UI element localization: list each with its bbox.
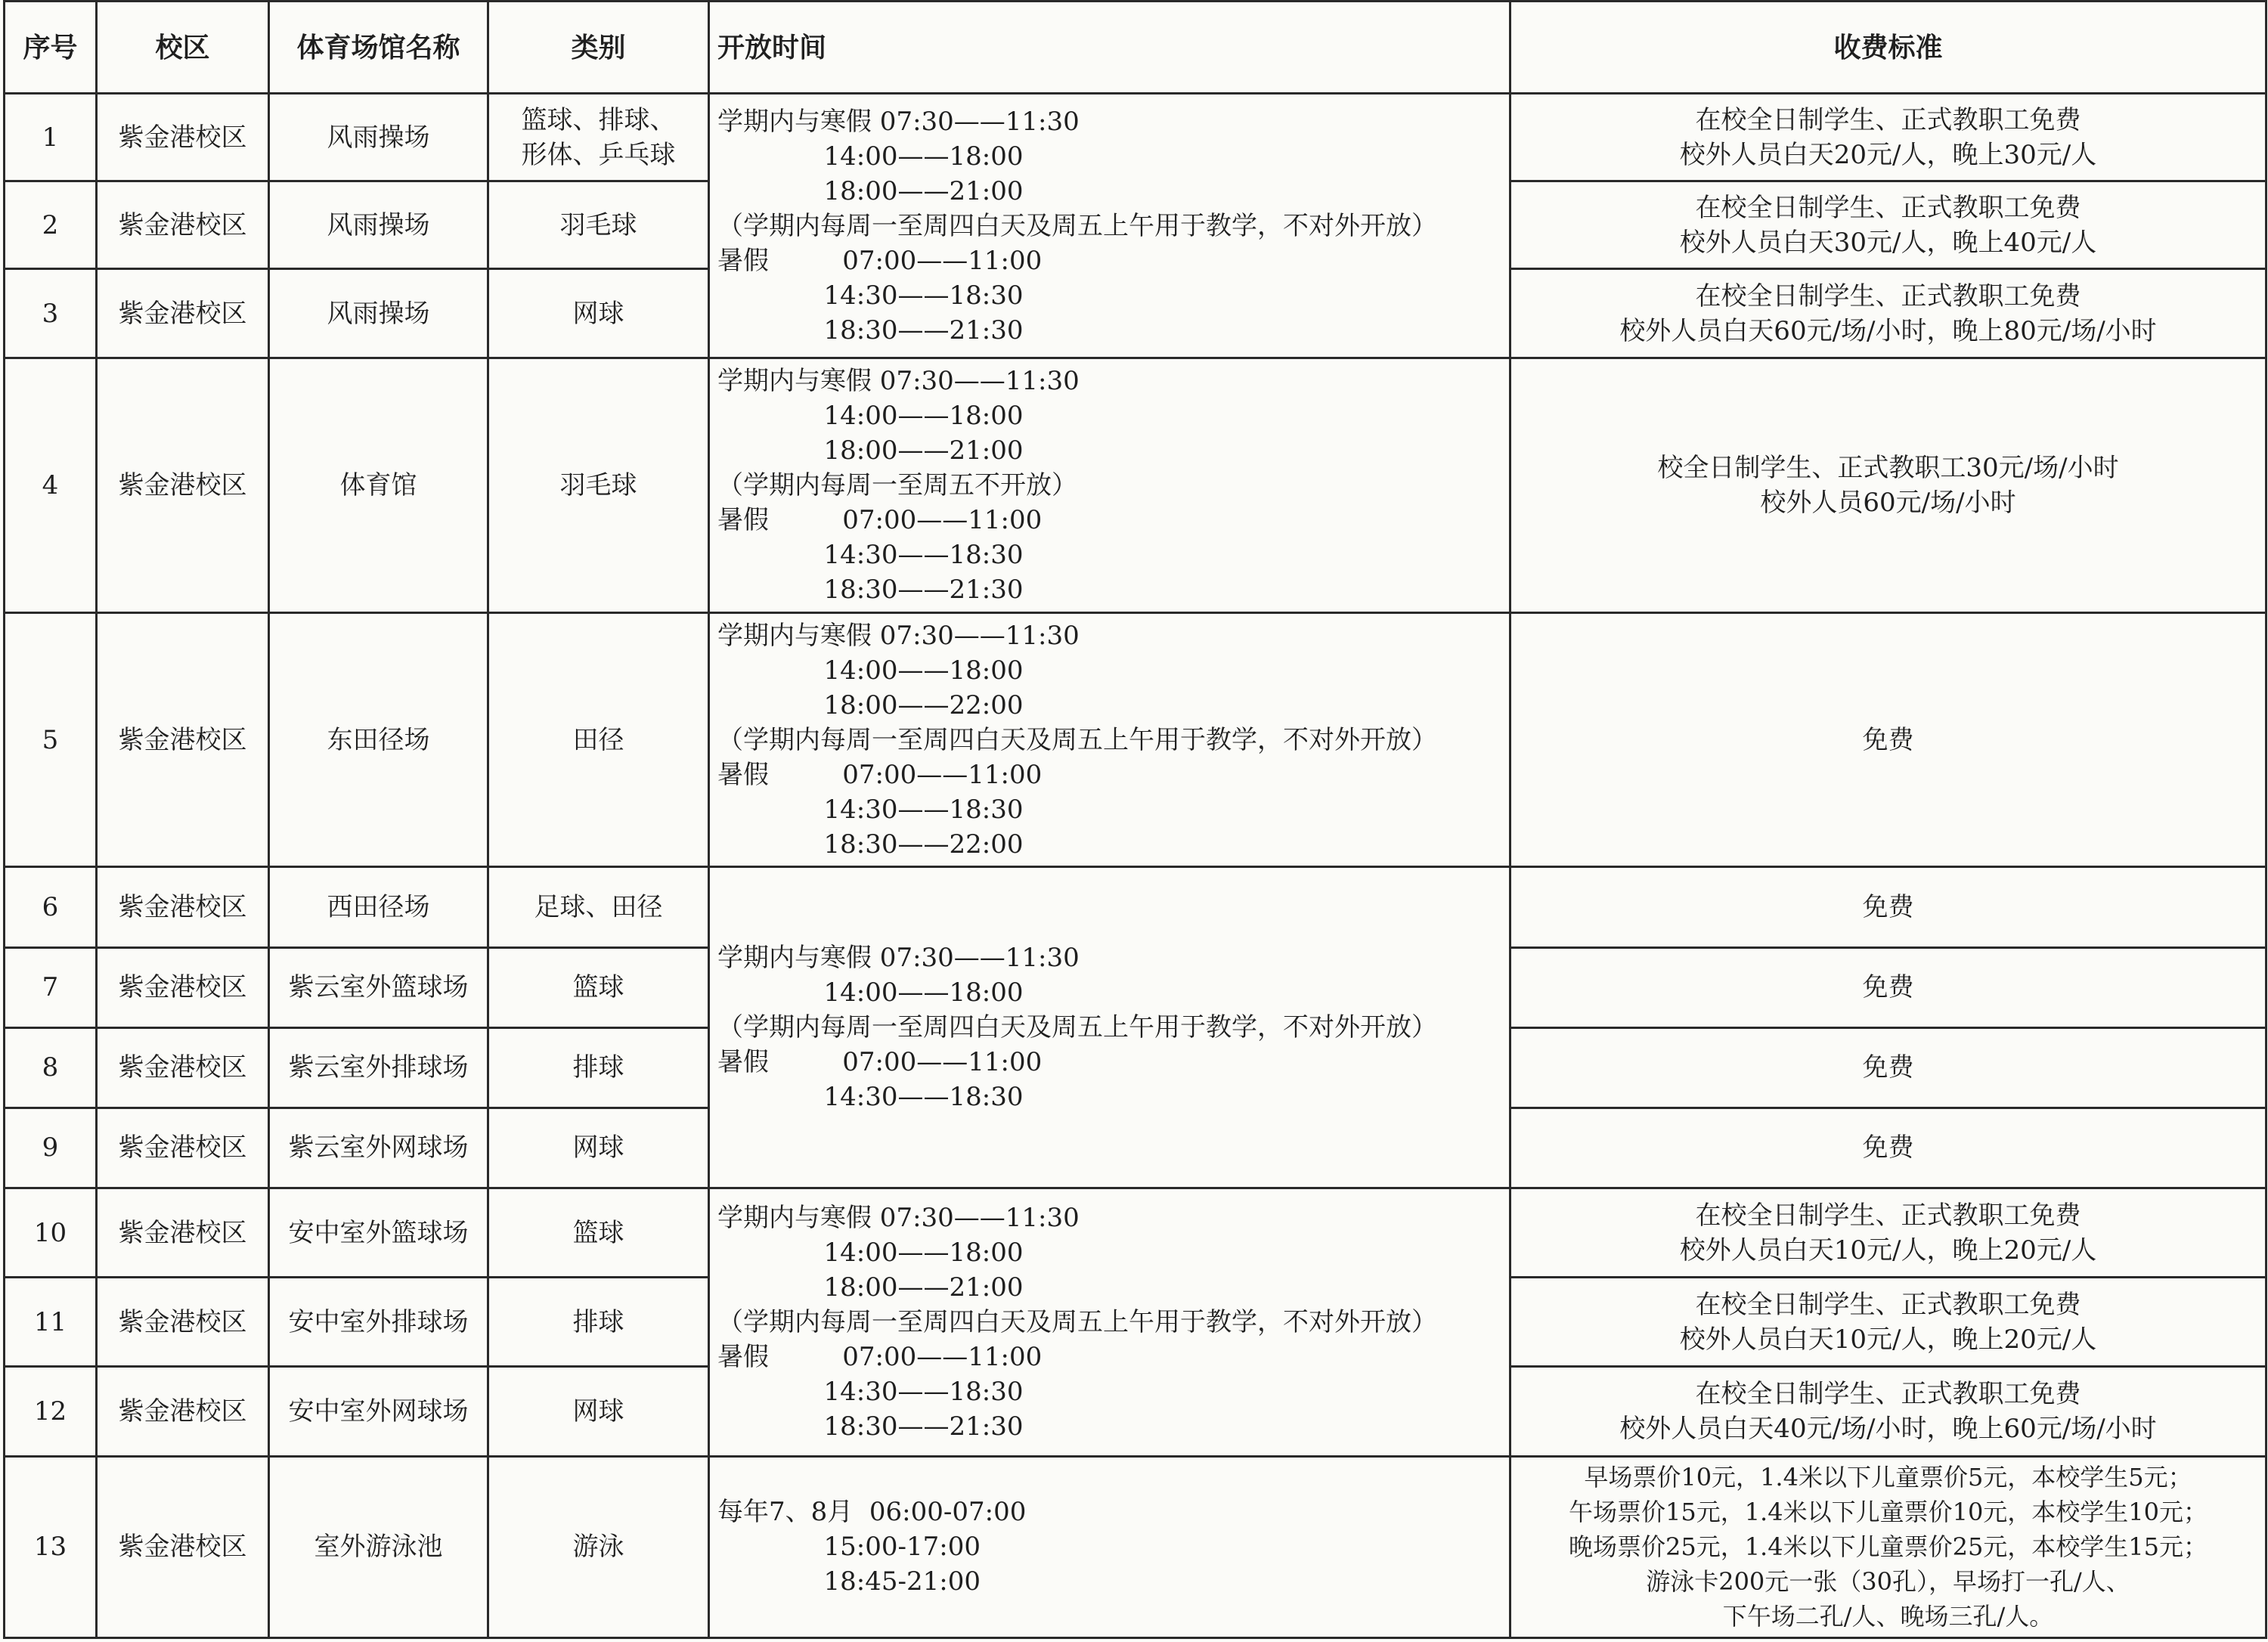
- hours-cell: 学期内与寒假 07:30——11:30 14:00——18:00 18:00——21:00 （学期内每周一至周四白天及周五上午用于教学，不对外开放） 暑假 07:00——11:00 14:30——18:30 18:30——21:30: [709, 94, 1510, 358]
- table-row: [5, 612, 2266, 866]
- row-campus: 紫金港校区: [97, 94, 269, 181]
- row-no: 13: [5, 1456, 97, 1637]
- row-campus: 紫金港校区: [97, 358, 269, 612]
- row-campus: 紫金港校区: [97, 1456, 269, 1637]
- row-category: 排球: [488, 1278, 709, 1367]
- row-category: 田径: [488, 612, 709, 866]
- header-category: 类别: [488, 2, 709, 94]
- row-no: 7: [5, 947, 97, 1027]
- row-category: 网球: [488, 269, 709, 358]
- row-venue: 紫云室外网球场: [269, 1108, 488, 1188]
- row-category: 网球: [488, 1108, 709, 1188]
- row-no: 4: [5, 358, 97, 612]
- header-campus: 校区: [97, 2, 269, 94]
- row-campus: 紫金港校区: [97, 867, 269, 947]
- row-venue: 风雨操场: [269, 94, 488, 181]
- row-campus: 紫金港校区: [97, 1278, 269, 1367]
- header-venue: 体育场馆名称: [269, 2, 488, 94]
- row-fee: 免费: [1510, 612, 2266, 866]
- row-fee: 在校全日制学生、正式教职工免费 校外人员白天40元/场/小时，晚上60元/场/小时: [1510, 1367, 2266, 1456]
- row-no: 5: [5, 612, 97, 866]
- row-fee: 校全日制学生、正式教职工30元/场/小时 校外人员60元/场/小时: [1510, 358, 2266, 612]
- row-venue: 体育馆: [269, 358, 488, 612]
- row-fee: 在校全日制学生、正式教职工免费 校外人员白天10元/人，晚上20元/人: [1510, 1188, 2266, 1278]
- row-fee: 免费: [1510, 1027, 2266, 1108]
- row-venue: 西田径场: [269, 867, 488, 947]
- row-no: 1: [5, 94, 97, 181]
- row-venue: 紫云室外排球场: [269, 1027, 488, 1108]
- venue-schedule-table: [3, 0, 2267, 1639]
- row-category: 足球、田径: [488, 867, 709, 947]
- row-campus: 紫金港校区: [97, 612, 269, 866]
- row-venue: 室外游泳池: [269, 1456, 488, 1637]
- row-campus: 紫金港校区: [97, 269, 269, 358]
- row-category: 游泳: [488, 1456, 709, 1637]
- row-no: 2: [5, 181, 97, 269]
- row-category: 网球: [488, 1367, 709, 1456]
- table-row: [5, 1188, 2266, 1278]
- row-campus: 紫金港校区: [97, 1367, 269, 1456]
- hours-cell: 每年7、8月 06:00-07:00 15:00-17:00 18:45-21:00: [709, 1456, 1510, 1637]
- row-venue: 安中室外网球场: [269, 1367, 488, 1456]
- row-venue: 安中室外篮球场: [269, 1188, 488, 1278]
- row-fee: 在校全日制学生、正式教职工免费 校外人员白天20元/人，晚上30元/人: [1510, 94, 2266, 181]
- row-no: 6: [5, 867, 97, 947]
- row-venue: 风雨操场: [269, 181, 488, 269]
- row-fee: 免费: [1510, 867, 2266, 947]
- row-category: 篮球: [488, 947, 709, 1027]
- row-no: 9: [5, 1108, 97, 1188]
- hours-cell: 学期内与寒假 07:30——11:30 14:00——18:00 （学期内每周一至周四白天及周五上午用于教学，不对外开放） 暑假 07:00——11:00 14:30——18:30: [709, 867, 1510, 1188]
- row-no: 3: [5, 269, 97, 358]
- table-row: [5, 358, 2266, 612]
- header-hours: 开放时间: [709, 2, 1510, 94]
- hours-cell: 学期内与寒假 07:30——11:30 14:00——18:00 18:00——21:00 （学期内每周一至周五不开放） 暑假 07:00——11:00 14:30——18:30 18:30——21:30: [709, 358, 1510, 612]
- row-venue: 风雨操场: [269, 269, 488, 358]
- table-row: [5, 94, 2266, 181]
- row-campus: 紫金港校区: [97, 1108, 269, 1188]
- row-campus: 紫金港校区: [97, 181, 269, 269]
- table-header-row: [5, 2, 2266, 94]
- row-no: 12: [5, 1367, 97, 1456]
- header-no: 序号: [5, 2, 97, 94]
- hours-cell: 学期内与寒假 07:30——11:30 14:00——18:00 18:00——22:00 （学期内每周一至周四白天及周五上午用于教学，不对外开放） 暑假 07:00——11:00 14:30——18:30 18:30——22:00: [709, 612, 1510, 866]
- row-fee: 在校全日制学生、正式教职工免费 校外人员白天10元/人，晚上20元/人: [1510, 1278, 2266, 1367]
- table-row: [5, 1456, 2266, 1637]
- row-category: 篮球: [488, 1188, 709, 1278]
- row-category: 篮球、排球、 形体、乒乓球: [488, 94, 709, 181]
- header-fee: 收费标准: [1510, 2, 2266, 94]
- row-no: 11: [5, 1278, 97, 1367]
- row-fee: 在校全日制学生、正式教职工免费 校外人员白天60元/场/小时，晚上80元/场/小时: [1510, 269, 2266, 358]
- row-venue: 紫云室外篮球场: [269, 947, 488, 1027]
- row-fee: 早场票价10元，1.4米以下儿童票价5元，本校学生5元； 午场票价15元，1.4米以下儿童票价10元，本校学生10元； 晚场票价25元，1.4米以下儿童票价25元，本校学生15元； 游泳卡200元一张（30孔），早场打一孔/人、 下午场二孔/人、晚场三孔/人。: [1510, 1456, 2266, 1637]
- row-venue: 东田径场: [269, 612, 488, 866]
- row-fee: 在校全日制学生、正式教职工免费 校外人员白天30元/人，晚上40元/人: [1510, 181, 2266, 269]
- row-fee: 免费: [1510, 947, 2266, 1027]
- row-no: 10: [5, 1188, 97, 1278]
- row-campus: 紫金港校区: [97, 1027, 269, 1108]
- row-category: 羽毛球: [488, 358, 709, 612]
- hours-cell: 学期内与寒假 07:30——11:30 14:00——18:00 18:00——21:00 （学期内每周一至周四白天及周五上午用于教学，不对外开放） 暑假 07:00——11:00 14:30——18:30 18:30——21:30: [709, 1188, 1510, 1457]
- row-category: 排球: [488, 1027, 709, 1108]
- row-campus: 紫金港校区: [97, 947, 269, 1027]
- row-fee: 免费: [1510, 1108, 2266, 1188]
- row-no: 8: [5, 1027, 97, 1108]
- row-venue: 安中室外排球场: [269, 1278, 488, 1367]
- table-row: [5, 867, 2266, 947]
- row-campus: 紫金港校区: [97, 1188, 269, 1278]
- row-category: 羽毛球: [488, 181, 709, 269]
